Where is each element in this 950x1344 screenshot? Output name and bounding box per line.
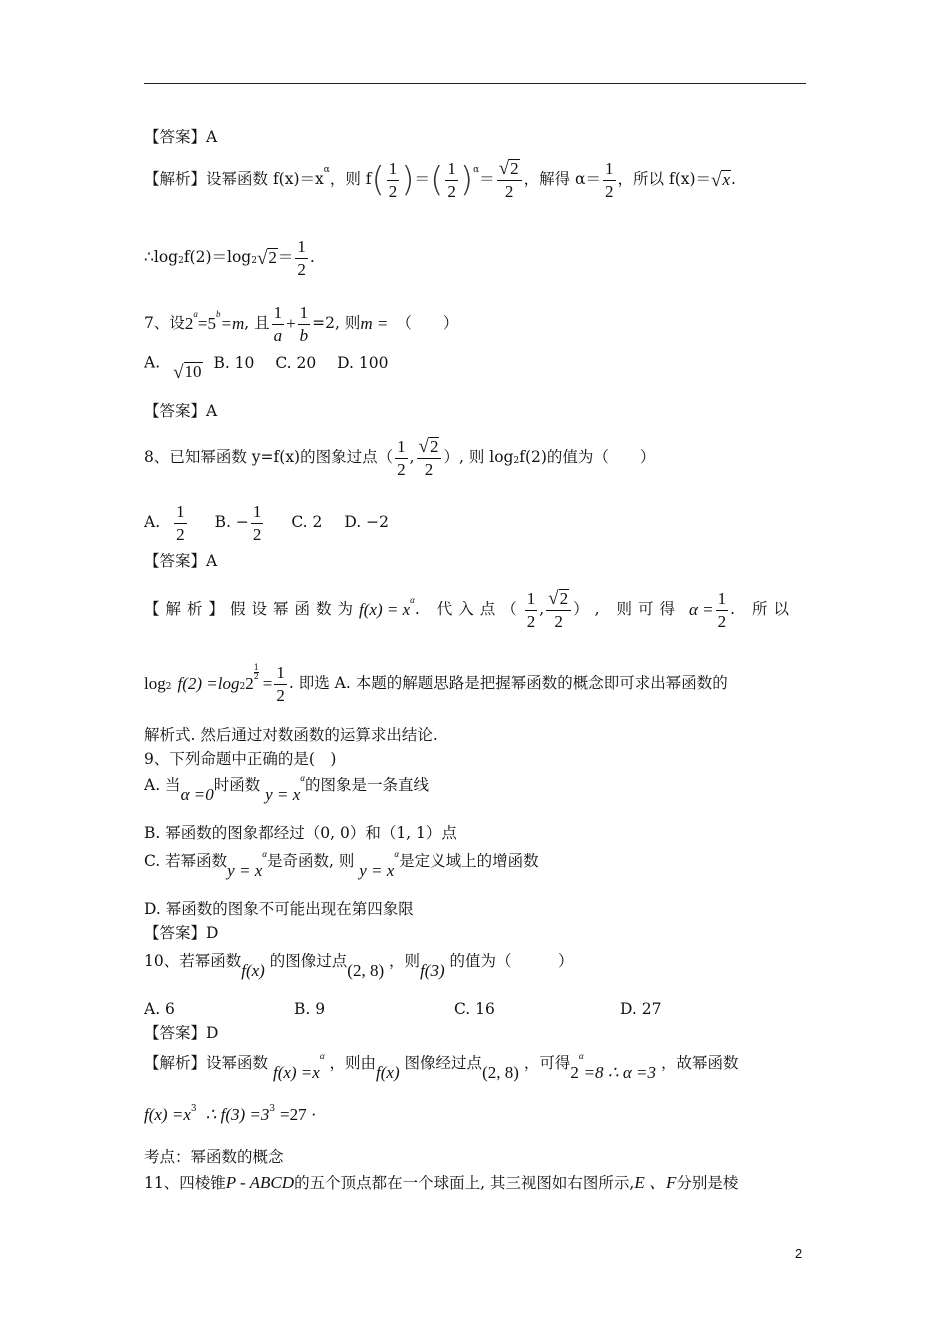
- answer-line: 【答案】A: [144, 402, 218, 420]
- question-11: 11、四棱锥P - ABCD的五个顶点都在一个球面上, 其三视图如右图所示,E 、F分别是棱: [144, 1173, 739, 1192]
- question-7-options: A. √ 10 B. 10 C. 20 D. 100: [144, 353, 389, 383]
- question-8: 8、已知幂函数 y=f(x)的图象过点（ $\frac{1}{2}$ , √ 2 2 ）, 则 log 2 f(2)的值为（ ）: [144, 436, 656, 479]
- analysis-line-2: $f(x) =x^3$ ∴ $f(3) =3^3 =27$ ·: [144, 1104, 317, 1124]
- answer-line: 【答案】A: [144, 128, 218, 146]
- analysis-line-3: 解析式. 然后通过对数函数的运算求出结论.: [144, 726, 438, 744]
- analysis-line: 【解析】设幂函数 $f(x) =x^\alpha$ ，则由f(x) 图像经过点(2, 8) ，可得$2^\alpha=8$ ∴ α =3 ，故幂函数: [144, 1051, 739, 1082]
- header-rule: [144, 83, 806, 84]
- question-9-option-d: D. 幂函数的图象不可能出现在第四象限: [144, 900, 414, 918]
- analysis-line: 【解析】 设幂函数 f(x)＝x α ，则 f ( $\frac{1}{2}$ ) ＝ ( $\frac{1}{2}$ ) α ＝ √ 2 2 ，解得 α＝ $\frac{1}{2}$ ，所以 f(x)＝ √ x .: [144, 158, 736, 201]
- answer-line: 【答案】D: [144, 924, 219, 942]
- analysis-line: 【解析】假设幂函数为 f(x) = x α . 代入点（ $\frac{1}{2}$ , √ 2 2 ）, 则可得 α = $\frac{1}{2}$ . 所以: [144, 588, 795, 631]
- question-9-option-b: B. 幂函数的图象都经过（0, 0）和（1, 1）点: [144, 824, 457, 842]
- answer-line: 【答案】D: [144, 1024, 219, 1042]
- question-9: 9、下列命题中正确的是( ): [144, 750, 337, 768]
- analysis-line-2: log 2 f(2) =log 2 2 $\frac{1}{2}$ = $\frac{1}{2}$ . 即选 A. 本题的解题思路是把握幂函数的概念即可求出幂函数的: [144, 662, 728, 705]
- question-10: 10、若幂函数f(x) 的图像过点(2, 8) ，则f(3) 的值为（ ）: [144, 952, 574, 980]
- kaodian-line: 考点：幂函数的概念: [144, 1148, 284, 1166]
- question-7: 7、设 2 a =5 b =m , 且 $\frac{1}{a}$ + $\frac{1}{b}$ =2, 则 m = （ ）: [144, 302, 459, 345]
- answer-line: 【答案】A: [144, 552, 218, 570]
- page-number: 2: [795, 1246, 803, 1261]
- analysis-line-2: ∴log 2 f(2)＝log 2 √ 2 ＝ $\frac{1}{2}$ .: [144, 236, 315, 279]
- question-9-option-c: C. 若幂函数$y = x^\alpha$是奇函数, 则 $y = x^\alpha$是定义域上的增函数: [144, 849, 539, 880]
- question-9-option-a: A. 当α =0时函数 $y = x^\alpha$的图象是一条直线: [144, 773, 429, 804]
- question-8-options: A. $\frac{1}{2}$ B. − $\frac{1}{2}$ C. 2 D. −2: [144, 501, 389, 544]
